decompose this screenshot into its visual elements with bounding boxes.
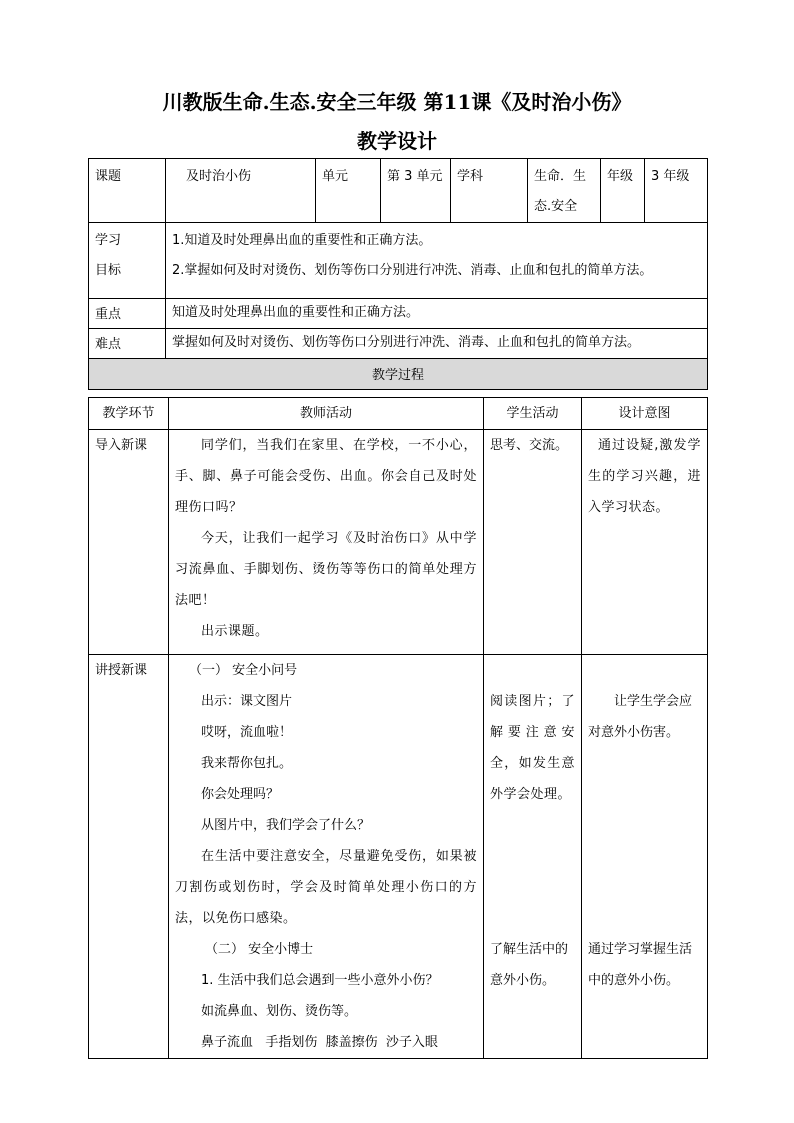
subject-value-line-2: 态.安全 [534, 199, 578, 214]
process-row-intro [89, 430, 708, 655]
new-intent [582, 655, 708, 1059]
header-student: 学生活动 [484, 398, 582, 430]
new-section-1: （一） 安全小问号 [189, 663, 298, 678]
subject-label: 学科 [451, 159, 528, 223]
document-subtitle: 教学设计 [357, 129, 437, 153]
key-value: 知道及时处理鼻出血的重要性和正确方法。 [166, 299, 708, 329]
header-stage: 教学环节 [89, 398, 169, 430]
process-table [88, 397, 708, 1059]
intro-teacher [169, 430, 484, 655]
unit-value: 第 3 单元 [381, 159, 451, 223]
topic-label: 课题 [89, 159, 166, 223]
new-line-2: 哎呀，流血啦！ [201, 725, 293, 740]
new-line-9: 鼻子流血 手指划伤 膝盖擦伤 沙子入眼 [201, 1035, 438, 1050]
header-teacher: 教师活动 [169, 398, 484, 430]
info-row-topic [89, 159, 708, 223]
info-row-process [89, 359, 708, 390]
new-intent-2: 通过学习掌握生活中的意外小伤。 [588, 942, 693, 988]
intro-stage: 导入新课 [89, 430, 169, 655]
new-stage: 讲授新课 [89, 655, 169, 1059]
process-row-new [89, 655, 708, 1059]
process-section-header: 教学过程 [89, 359, 708, 390]
goals-label-line-1: 学习 [95, 233, 122, 248]
new-line-4: 你会处理吗？ [201, 787, 280, 802]
goal-2: 2.掌握如何及时对烫伤、划伤等伤口分别进行冲洗、消毒、止血和包扎的简单方法。 [172, 263, 653, 278]
goal-1: 1.知道及时处理鼻出血的重要性和正确方法。 [172, 233, 432, 248]
new-line-1: 出示：课文图片 [201, 694, 293, 709]
new-line-5: 从图片中，我们学会了什么？ [201, 818, 371, 833]
info-row-difficulty [89, 329, 708, 359]
new-intent-1: 让学生学会应对意外小伤害。 [588, 694, 693, 740]
document-title: 川教版生命.生态.安全三年级 第11课《及时治小伤》 [162, 90, 632, 114]
info-row-goals [89, 223, 708, 299]
grade-value: 3 年级 [645, 159, 708, 223]
new-line-7: 1. 生活中我们总会遇到一些小意外小伤？ [201, 973, 439, 988]
goals-label-line-2: 目标 [95, 263, 122, 278]
intro-student: 思考、交流。 [484, 430, 582, 655]
info-row-key [89, 299, 708, 329]
new-student-2: 了解生活中的意外小伤。 [490, 942, 569, 988]
difficulty-label: 难点 [89, 329, 166, 359]
new-section-2: （二） 安全小博士 [205, 942, 314, 957]
header-intent: 设计意图 [582, 398, 708, 430]
new-teacher [169, 655, 484, 1059]
subject-value [528, 159, 601, 223]
new-student [484, 655, 582, 1059]
new-line-6: 在生活中要注意安全，尽量避免受伤，如果被刀割伤或划伤时，学会及时简单处理小伤口的方法，以免伤口感染。 [175, 849, 477, 926]
intro-teacher-para-3: 出示课题。 [201, 624, 269, 639]
info-table [88, 158, 708, 390]
key-label: 重点 [89, 299, 166, 329]
goals-value [166, 223, 708, 299]
new-student-1: 阅读图片；了解要注意安全，如发生意外学会处理。 [490, 694, 575, 802]
unit-label: 单元 [316, 159, 381, 223]
goals-label [89, 223, 166, 299]
new-line-8: 如流鼻血、划伤、烫伤等。 [201, 1004, 358, 1019]
intro-teacher-para-2: 今天，让我们一起学习《及时治伤口》从中学习流鼻血、手脚划伤、烫伤等等伤口的简单处理方法吧！ [175, 531, 477, 608]
intro-teacher-para-1: 同学们，当我们在家里、在学校，一不小心，手、脚、鼻子可能会受伤、出血。你会自己及时处理伤口吗？ [175, 438, 477, 515]
intro-intent: 通过设疑,激发学生的学习兴趣，进入学习状态。 [582, 430, 708, 655]
difficulty-value: 掌握如何及时对烫伤、划伤等伤口分别进行冲洗、消毒、止血和包扎的简单方法。 [166, 329, 708, 359]
grade-label: 年级 [601, 159, 645, 223]
subject-value-line-1: 生命．生 [534, 169, 587, 184]
process-header-row [89, 398, 708, 430]
topic-value: 及时治小伤 [166, 159, 316, 223]
new-line-3: 我来帮你包扎。 [201, 756, 293, 771]
